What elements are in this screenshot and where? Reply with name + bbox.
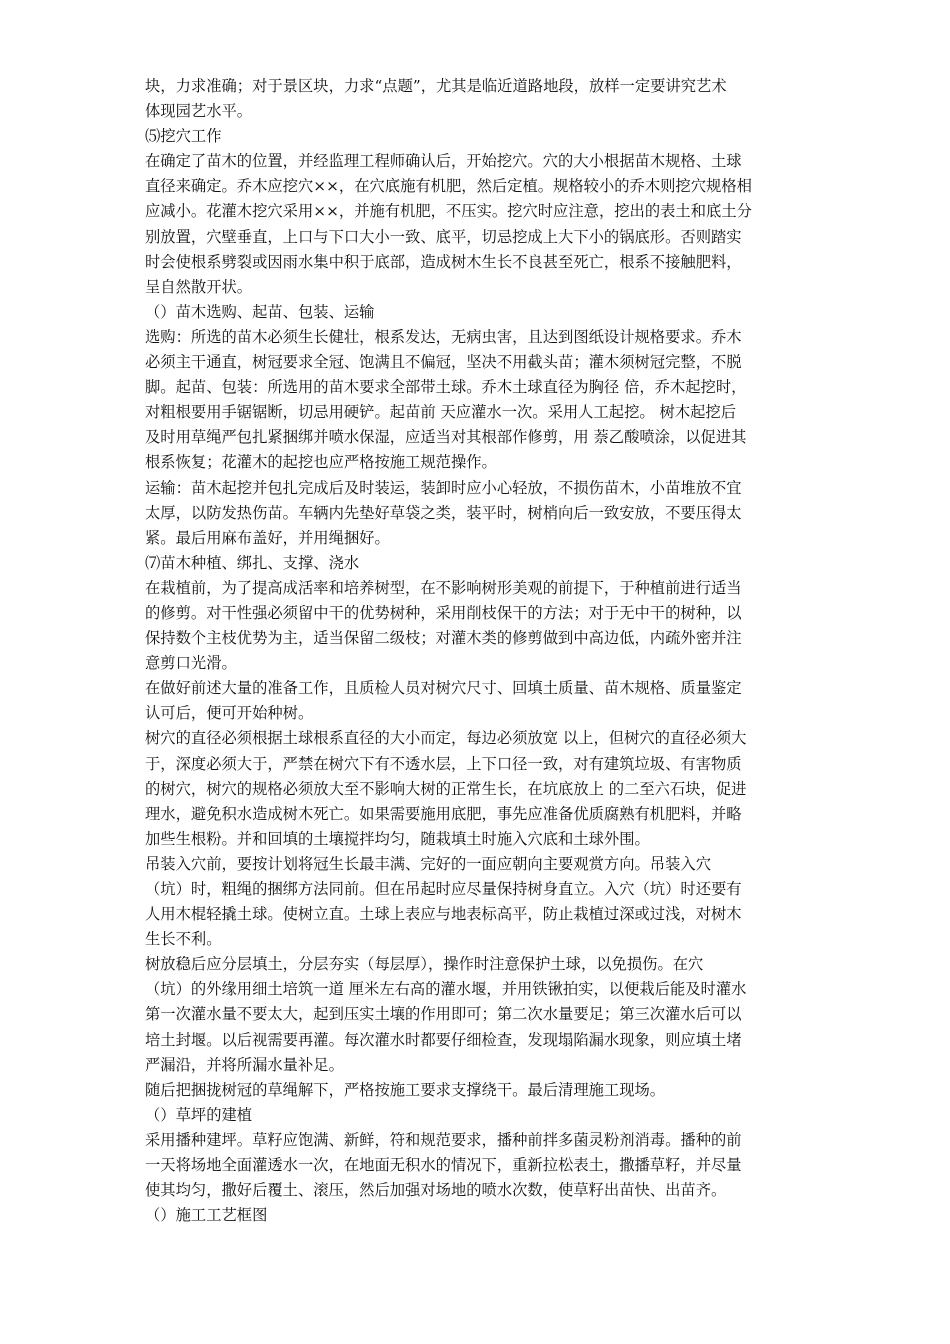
text-line: 块，力求准确；对于景区块，力求“点题”，尤其是临近道路地段，放样一定要讲究艺术 (145, 77, 727, 95)
text-line: 意剪口光滑。 (145, 654, 237, 673)
text-line: 吊装入穴前，要按计划将冠生长最丰满、完好的一面应朝向主要观赏方向。吊装入穴 (145, 854, 711, 873)
text-line: （坑）的外缘用细土培筑一道 厘米左右高的灌水堰，并用铁锹拍实，以便栽后能及时灌水 (145, 980, 747, 999)
text-line: 采用播种建坪。草籽应饱满、新鲜，符和规范要求，播种前拌多菌灵粉剂消毒。播种的前 (145, 1130, 742, 1149)
text-line: 体现园艺水平。 (145, 102, 253, 121)
text-line: 在做好前述大量的准备工作，且质检人员对树穴尺寸、回填土质量、苗木规格、质量鉴定 (145, 679, 742, 698)
text-line: 根系恢复；花灌木的起挖也应严格按施工规范操作。 (145, 453, 497, 472)
text-line: 的树穴，树穴的规格必须放大至不影响大树的正常生长，在坑底放上 的二至六石块，促进 (145, 779, 747, 798)
text-line: 及时用草绳严包扎紧捆绑并喷水保湿，应适当对其根部作修剪，用 萘乙酸喷涂，以促进其 (145, 428, 747, 447)
text-line: 在确定了苗木的位置，并经监理工程师确认后，开始挖穴。穴的大小根据苗木规格、土球 (145, 152, 742, 171)
text-line: 在栽植前，为了提高成活率和培养树型，在不影响树形美观的前提下，于种植前进行适当 (145, 578, 742, 597)
text-line: 严漏沿，并将所漏水量补足。 (145, 1055, 344, 1074)
text-line: 应减小。花灌木挖穴采用××，并施有机肥，不压实。挖穴时应注意，挖出的表土和底土分 (145, 202, 752, 221)
text-line: 使其均匀，撒好后覆土、滚压，然后加强对场地的喷水次数，使草籽出苗快、出苗齐。 (145, 1181, 727, 1200)
text-line: 脚。起苗、包装：所选用的苗木要求全部带土球。乔木土球直径为胸径 倍，乔木起挖时， (145, 378, 747, 397)
text-line: （）苗木选购、起苗、包装、运输 (145, 302, 375, 321)
text-line: 一天将场地全面灌透水一次，在地面无积水的情况下，重新拉松表土，撒播草籽，并尽量 (145, 1156, 742, 1175)
text-line: 树放稳后应分层填土，分层夯实（每层厚），操作时注意保护土球，以免损伤。在穴 (145, 955, 704, 974)
text-line: 的修剪。对干性强必须留中干的优势树种，采用削枝保干的方法；对于无中干的树种，以 (145, 603, 742, 622)
text-line: 认可后，便可开始种树。 (145, 704, 314, 723)
text-line: 太厚，以防发热伤苗。车辆内先垫好草袋之类，装平时，树梢向后一致安放，不要压得太 (145, 503, 742, 522)
text-line: 随后把捆拢树冠的草绳解下，严格按施工要求支撑绕干。最后清理施工现场。 (145, 1080, 666, 1099)
text-line: 保持数个主枝优势为主，适当保留二级枝；对灌木类的修剪做到中高边低，内疏外密并注 (145, 629, 742, 648)
text-line: 必须主干通直，树冠要求全冠、饱满且不偏冠，坚决不用截头苗；灌木须树冠完整，不脱 (145, 353, 742, 372)
document-page (145, 74, 811, 1228)
text-line: ⑸挖穴工作 (145, 127, 222, 146)
text-line: 人用木棍轻撬土球。使树立直。土球上表应与地表标高平，防止栽植过深或过浅，对树木 (145, 905, 742, 924)
text-line: ⑺苗木种植、绑扎、支撑、浇水 (145, 553, 360, 572)
text-line: 直径来确定。乔木应挖穴××，在穴底施有机肥，然后定植。规格较小的乔木则挖穴规格相 (145, 177, 752, 196)
text-line: （）草坪的建植 (145, 1105, 253, 1124)
text-line: 呈自然散开状。 (145, 277, 253, 296)
text-line: 选购：所选的苗木必须生长健壮，根系发达，无病虫害，且达到图纸设计规格要求。乔木 (145, 327, 742, 346)
text-line: 时会使根系劈裂或因雨水集中积于底部，造成树木生长不良甚至死亡，根系不接触肥料， (145, 252, 742, 271)
text-line: 运输：苗木起挖并包扎完成后及时装运，装卸时应小心轻放，不损伤苗木，小苗堆放不宜 (145, 478, 742, 497)
text-line: 加些生根粉。并和回填的土壤搅拌均匀，随栽填土时施入穴底和土球外围。 (145, 829, 650, 848)
text-line: 于，深度必须大于，严禁在树穴下有不透水层，上下口径一致，对有建筑垃圾、有害物质 (145, 754, 742, 773)
text-line: 生长不利。 (145, 930, 222, 949)
text-line: 理水，避免积水造成树木死亡。如果需要施用底肥，事先应准备优质腐熟有机肥料，并略 (145, 804, 742, 823)
text-line: 树穴的直径必须根据土球根系直径的大小而定，每边必须放宽 以上，但树穴的直径必须大 (145, 729, 747, 748)
text-line: 别放置，穴壁垂直，上口与下口大小一致、底平，切忌挖成上大下小的锅底形。否则踏实 (145, 227, 742, 246)
text-line: 第一次灌水量不要太大，起到压实土壤的作用即可；第二次水量要足；第三次灌水后可以 (145, 1005, 742, 1024)
text-line: 紧。最后用麻布盖好，并用绳捆好。 (145, 528, 390, 547)
text-line: 对粗根要用手锯锯断，切忌用硬铲。起苗前 天应灌水一次。采用人工起挖。 树木起挖后 (145, 403, 737, 422)
text-line: 培土封堰。以后视需要再灌。每次灌水时都要仔细检查，发现塌陷漏水现象，则应填土堵 (145, 1030, 742, 1049)
text-line: （坑）时，粗绳的捆绑方法同前。但在吊起时应尽量保持树身直立。入穴（坑）时还要有 (145, 880, 742, 898)
text-line: （）施工工艺框图 (145, 1206, 268, 1225)
